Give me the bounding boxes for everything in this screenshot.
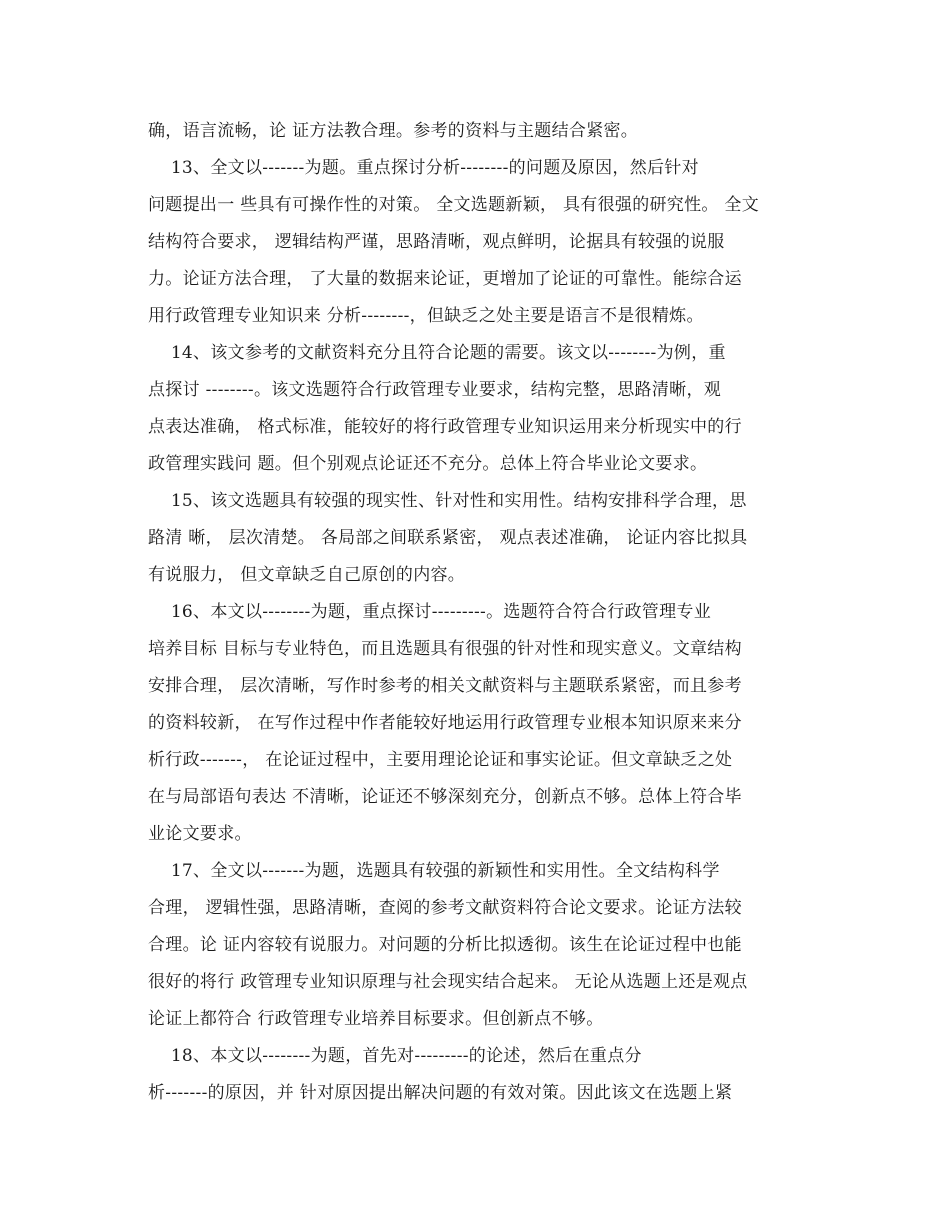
text-line: 15、该文选题具有较强的现实性、针对性和实用性。结构安排科学合理，思 xyxy=(148,491,747,511)
text-line: 18、本文以--------为题，首先对---------的论述，然后在重点分 xyxy=(148,1046,642,1066)
text-line: 的资料较新， 在写作过程中作者能较好地运用行政管理专业根本知识原来来分 xyxy=(148,713,742,733)
text-line: 13、全文以-------为题。重点探讨分析--------的问题及原因，然后针对 xyxy=(148,158,699,178)
text-line: 结构符合要求， 逻辑结构严谨，思路清晰，观点鲜明，论据具有较强的说服 xyxy=(148,232,725,252)
text-line: 力。论证方法合理， 了大量的数据来论证，更增加了论证的可靠性。能综合运 xyxy=(148,269,742,289)
text-line: 用行政管理专业知识来 分析--------，但缺乏之处主要是语言不是很精炼。 xyxy=(148,306,704,326)
text-line: 在与局部语句表达 不清晰，论证还不够深刻充分，创新点不够。总体上符合毕 xyxy=(148,787,742,807)
text-line: 析行政-------， 在论证过程中，主要用理论论证和事实论证。但文章缺乏之处 xyxy=(148,750,733,770)
text-line: 析-------的原因，并 针对原因提出解决问题的有效对策。因此该文在选题上紧 xyxy=(148,1083,733,1103)
text-line: 16、本文以--------为题，重点探讨---------。选题符合符合行政管理专业 xyxy=(148,602,711,622)
text-line: 14、该文参考的文献资料充分且符合论题的需要。该文以--------为例，重 xyxy=(148,343,726,363)
text-line: 有说服力， 但文章缺乏自己原创的内容。 xyxy=(148,565,466,585)
text-line: 培养目标 目标与专业特色，而且选题具有很强的针对性和现实意义。文章结构 xyxy=(148,639,742,659)
text-line: 17、全文以-------为题，选题具有较强的新颖性和实用性。全文结构科学 xyxy=(148,861,720,881)
text-line: 路清 晰， 层次清楚。 各局部之间联系紧密， 观点表述准确， 论证内容比拟具 xyxy=(148,528,748,548)
text-line: 很好的将行 政管理专业知识原理与社会现实结合起来。 无论从选题上还是观点 xyxy=(148,972,748,992)
text-line: 合理。论 证内容较有说服力。对问题的分析比拟透彻。该生在论证过程中也能 xyxy=(148,935,742,955)
text-line: 合理， 逻辑性强，思路清晰，查阅的参考文献资料符合论文要求。论证方法较 xyxy=(148,898,742,918)
text-line: 问题提出一 些具有可操作性的对策。 全文选题新颖， 具有很强的研究性。 全文 xyxy=(148,195,760,215)
text-line: 业论文要求。 xyxy=(148,824,252,844)
text-line: 点表达准确， 格式标准，能较好的将行政管理专业知识运用来分析现实中的行 xyxy=(148,417,742,437)
text-line: 点探讨 --------。该文选题符合行政管理专业要求，结构完整，思路清晰，观 xyxy=(148,380,722,400)
text-line: 论证上都符合 行政管理专业培养目标要求。但创新点不够。 xyxy=(148,1009,604,1029)
text-line: 政管理实践问 题。但个别观点论证还不充分。总体上符合毕业论文要求。 xyxy=(148,454,708,474)
text-line: 安排合理， 层次清晰，写作时参考的相关文献资料与主题联系紧密，而且参考 xyxy=(148,676,742,696)
text-line: 确，语言流畅，论 证方法教合理。参考的资料与主题结合紧密。 xyxy=(148,121,639,141)
